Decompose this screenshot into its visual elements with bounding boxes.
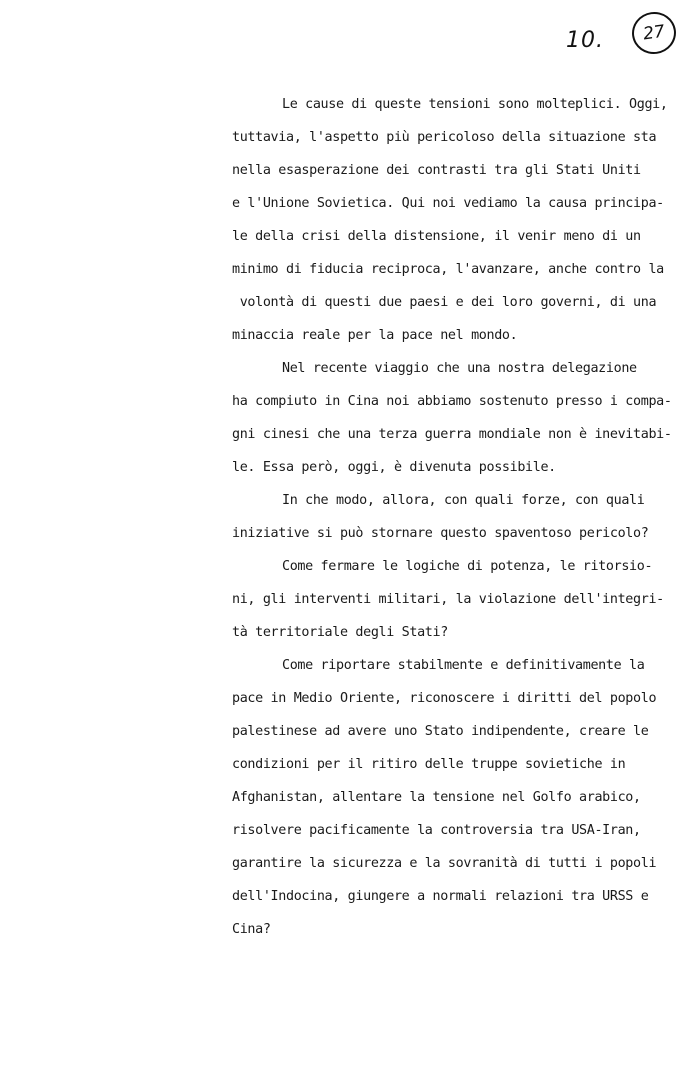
text-line: Afghanistan, allentare la tensione nel Golfo arabico, — [232, 790, 641, 805]
text-line: minaccia reale per la pace nel mondo. — [232, 328, 518, 343]
text-line: minimo di fiducia reciproca, l'avanzare, anche contro la — [232, 262, 664, 277]
text-line: Come fermare le logiche di potenza, le ritorsio- — [282, 559, 653, 574]
text-line: nella esasperazione dei contrasti tra gli Stati Uniti — [232, 163, 641, 178]
page-number: 10. — [566, 28, 604, 53]
text-line: Come riportare stabilmente e definitivamente la — [282, 658, 645, 673]
text-line: ni, gli interventi militari, la violazione dell'integri- — [232, 592, 664, 607]
text-line: Nel recente viaggio che una nostra delegazione — [282, 361, 637, 376]
text-line: garantire la sicurezza e la sovranità di tutti i popoli — [232, 856, 657, 871]
page-stamp: 27 — [629, 9, 678, 57]
text-line: In che modo, allora, con quali forze, con quali — [282, 493, 645, 508]
text-line: pace in Medio Oriente, riconoscere i diritti del popolo — [232, 691, 657, 706]
text-line: iniziative si può stornare questo spaventoso pericolo? — [232, 526, 649, 541]
text-line: tà territoriale degli Stati? — [232, 625, 448, 640]
text-line: palestinese ad avere uno Stato indipendente, creare le — [232, 724, 649, 739]
text-line: tuttavia, l'aspetto più pericoloso della situazione sta — [232, 130, 657, 145]
text-line: dell'Indocina, giungere a normali relazioni tra URSS e — [232, 889, 649, 904]
document-body — [232, 88, 672, 946]
text-line: e l'Unione Sovietica. Qui noi vediamo la causa principa- — [232, 196, 664, 211]
text-line: Le cause di queste tensioni sono molteplici. Oggi, — [282, 97, 668, 112]
text-line: Cina? — [232, 922, 271, 937]
text-line: ha compiuto in Cina noi abbiamo sostenuto presso i compa- — [232, 394, 672, 409]
text-line: le della crisi della distensione, il venir meno di un — [232, 229, 641, 244]
text-line: volontà di questi due paesi e dei loro governi, di una — [232, 295, 657, 310]
text-line: gni cinesi che una terza guerra mondiale non è inevitabi- — [232, 427, 672, 442]
text-line: condizioni per il ritiro delle truppe sovietiche in — [232, 757, 626, 772]
text-line: le. Essa però, oggi, è divenuta possibile. — [232, 460, 556, 475]
text-line: risolvere pacificamente la controversia tra USA-Iran, — [232, 823, 641, 838]
